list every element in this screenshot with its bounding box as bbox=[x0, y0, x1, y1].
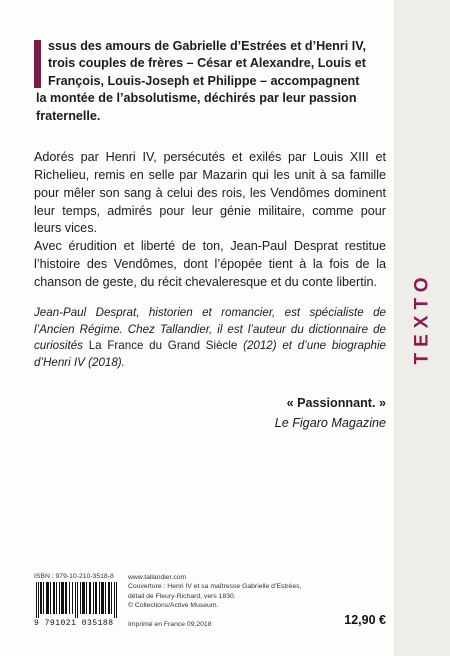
bio-part-2: (2012) et d’une biographie d’ bbox=[34, 339, 386, 370]
body-paragraph-1: Adorés par Henri IV, persécutés et exilés par Louis XIII et Richelieu, remis en selle par Mazarin qui les unit à sa famille pour mêler son sang à celui des rois, les Vendômes dominent leur temps, admirés pour leur génie militaire, comme pour leurs vices. bbox=[34, 149, 386, 236]
bio-book-title-2: Henri IV bbox=[43, 356, 85, 370]
barcode-icon bbox=[34, 582, 120, 618]
press-quote bbox=[34, 394, 386, 433]
barcode-digits: 9 791021 035188 bbox=[34, 619, 114, 628]
printed-info: Imprimé en France 09.2018 bbox=[128, 621, 212, 628]
body-text bbox=[34, 149, 386, 292]
intro-block bbox=[34, 38, 386, 125]
body-paragraph-2: Avec érudition et liberté de ton, Jean-Paul Desprat restitue l’histoire des Vendômes, dont l’épopée tient à la fois de la chanson de geste, du récit chevaleresque et du conte libertin. bbox=[34, 239, 386, 289]
intro-line-3: François, Louis-Joseph et Philippe – accompagnent bbox=[48, 73, 360, 88]
cover-credit-2: détail de Fleury-Richard, vers 1830. bbox=[128, 592, 236, 600]
bio-part-1: Jean-Paul Desprat, historien et romancier, est spécialiste de l’Ancien Régime. Chez Tallandier, il est l’auteur du dictionnaire de curiosités bbox=[34, 305, 386, 353]
cover-credit-1: Couverture : Henri IV et sa maîtresse Gabrielle d’Estrées, bbox=[128, 583, 302, 591]
intro-line-1: ssus des amours de Gabrielle d’Estrées et d’Henri IV, bbox=[48, 39, 367, 53]
blurb bbox=[34, 38, 386, 433]
intro-line-2: trois couples de frères – César et Alexandre, Louis et bbox=[48, 56, 366, 71]
isbn: ISBN : 979-10-210-3518-8 bbox=[34, 573, 114, 580]
intro-text bbox=[34, 38, 386, 125]
quote-source: Le Figaro Magazine bbox=[274, 415, 386, 430]
intro-line-4: la montée de l’absolutisme, déchirés par leur passion bbox=[36, 91, 357, 106]
publisher-website: www.tallandier.com bbox=[128, 574, 187, 581]
series-label-text: TEXTO bbox=[411, 271, 432, 365]
footer bbox=[34, 573, 386, 633]
bio-part-3: (2018). bbox=[84, 356, 125, 370]
cover-credit-3: © Collections/Active Museum. bbox=[128, 602, 219, 610]
price: 12,90 € bbox=[344, 613, 386, 627]
quote-text: « Passionnant. » bbox=[286, 396, 386, 411]
drop-cap-bar bbox=[34, 40, 41, 88]
series-label bbox=[404, 268, 440, 368]
bio-book-title-1: La France du Grand Siècle bbox=[88, 339, 238, 353]
author-bio bbox=[34, 305, 386, 372]
credits bbox=[128, 573, 308, 611]
intro-line-5: fraternelle. bbox=[36, 108, 101, 123]
